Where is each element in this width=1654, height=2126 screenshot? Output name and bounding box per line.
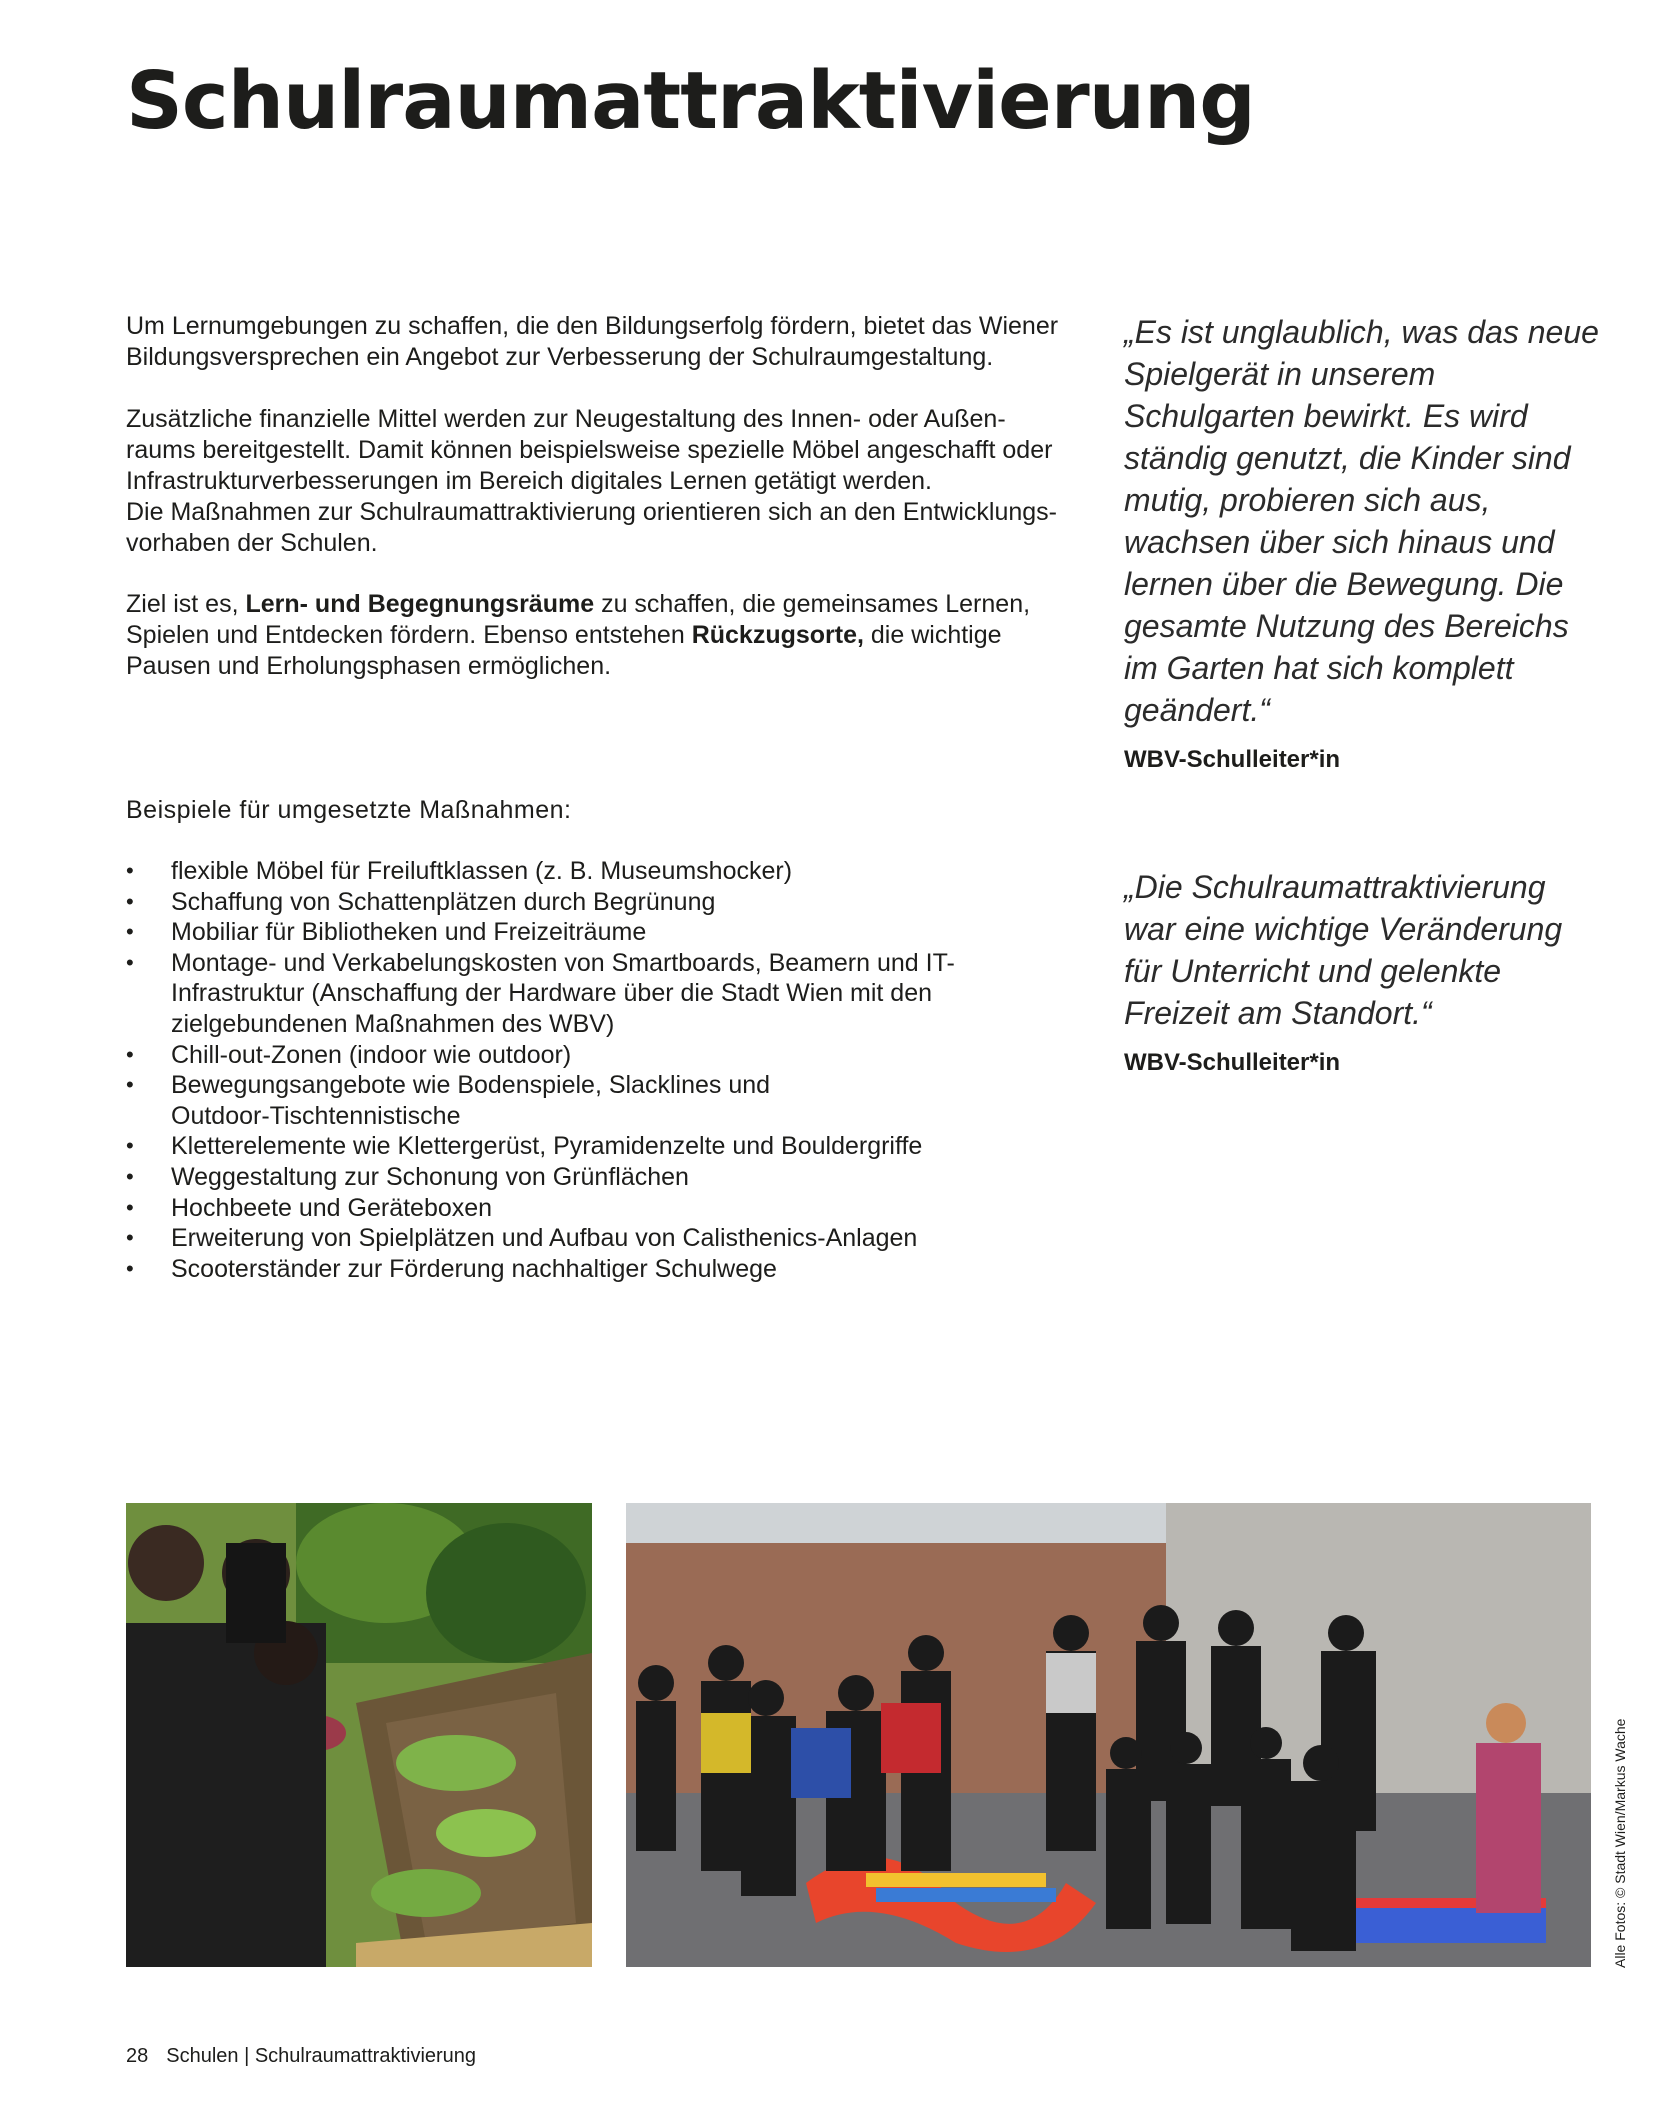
list-item-text: Schaffung von Schattenplätzen durch Begrünung [171,887,716,916]
list-item [126,1131,1086,1162]
photo-credit: Alle Fotos: © Stadt Wien/Markus Wache [1612,1718,1628,1968]
group-photo [626,1503,1591,1967]
list-item-text: Montage- und Verkabelungskosten von Smartboards, Beamern und IT-Infrastruktur (Anschaffung der Hardware über die Stadt Wien mit den zielgebundenen Maßnahmen des WBV) [171,948,955,1038]
intro-paragraph-2 [126,404,1086,559]
examples-heading: Beispiele für umgesetzte Maßnahmen: [126,796,572,824]
footer-section: Schulen | Schulraumattraktivierung [166,2045,477,2067]
bullet-icon: • [126,858,134,883]
intro-text: die wichtige Pausen und Erholungsphasen ermöglichen. [126,621,1002,680]
list-item [126,1254,1086,1285]
intro-paragraph-1: Um Lernumgebungen zu schaffen, die den Bildungserfolg fördern, bietet das Wiener Bildungsversprechen ein Angebot zur Verbesserung der Schulraumgestaltung. [126,312,1059,371]
garden-photo [126,1503,592,1967]
list-item-text: Hochbeete und Geräteboxen [171,1193,493,1222]
list-item [126,1223,1086,1254]
quote-1-author: WBV-Schulleiter*in [1124,746,1341,773]
garden-photo-illustration [126,1503,592,1967]
intro-paragraph-2-line: Die Maßnahmen zur Schulraumattraktivierung orientieren sich an den Entwicklungs- [126,498,1057,526]
list-item-text: Scooterständer zur Förderung nachhaltiger Schulwege [171,1254,777,1283]
list-item [126,1162,1086,1193]
list-item-text: Bewegungsangebote wie Bodenspiele, Slacklines und Outdoor-Tischtennistische [171,1071,771,1130]
list-item [126,856,1086,887]
intro-paragraph-3 [126,589,1086,682]
list-item [126,1070,871,1131]
list-item [126,917,1086,948]
list-item-text: Kletterelemente wie Klettergerüst, Pyramidenzelte und Bouldergriffe [171,1132,923,1161]
list-item-text: Erweiterung von Spielplätzen und Aufbau von Calisthenics-Anlagen [171,1224,918,1253]
bullet-icon: • [126,1225,134,1251]
bullet-icon: • [126,1072,134,1098]
intro-paragraph-2-line: Zusätzliche finanzielle Mittel werden zur Neugestaltung des Innen- oder Außen- [126,405,1006,433]
examples-list [126,856,1086,1284]
bullet-icon: • [126,1255,134,1281]
intro-paragraph-2-line: vorhaben der Schulen. [126,529,378,557]
intro-text: Ziel ist es, [126,590,246,618]
bullet-icon: • [126,1163,134,1189]
bullet-icon: • [126,888,134,914]
quote-2-author: WBV-Schulleiter*in [1124,1049,1341,1076]
intro-bold-text: Lern- und Begegnungsräume [245,590,595,618]
page-title: Schulraumattraktivierung [126,55,1255,147]
list-item [126,887,1086,918]
intro-paragraph-2-line: raums bereitgestellt. Damit können beispielsweise spezielle Möbel angeschafft oder [126,436,1053,464]
list-item [126,948,1041,1040]
bullet-icon: • [126,1133,134,1159]
quote-2: „Die Schulraumattraktivierung war eine wichtige Veränderung für Unterricht und gelenkte Freizeit am Standort.“ [1124,869,1563,1031]
intro-bold-text: Rückzugsorte, [691,621,864,649]
list-item [126,1193,1086,1224]
list-item-text: Mobiliar für Bibliotheken und Freizeiträume [171,918,647,947]
list-item-text: Chill-out-Zonen (indoor wie outdoor) [171,1040,572,1069]
intro-paragraph-2-line: Infrastrukturverbesserungen im Bereich digitales Lernen getätigt werden. [126,467,932,495]
group-photo-illustration [626,1503,1591,1967]
bullet-icon: • [126,1041,134,1067]
page-number: 28 [126,2045,149,2067]
bullet-icon: • [126,919,134,945]
bullet-icon: • [126,1194,134,1220]
intro-text: zu schaffen, die gemeinsames Lernen, Spielen und Entdecken fördern. Ebenso entstehen [126,590,1031,649]
list-item [126,1040,1086,1071]
list-item-text: flexible Möbel für Freiluftklassen (z. B. Museumshocker) [171,857,793,885]
list-item-text: Weggestaltung zur Schonung von Grünflächen [171,1162,689,1191]
quote-1: „Es ist unglaublich, was das neue Spielgerät in unserem Schulgarten bewirkt. Es wird ständig genutzt, die Kinder sind mutig, probieren sich aus, wachsen über sich hinaus und lernen über die Bewegung. Die gesamte Nutzung des Bereichs im Garten hat sich komplett geändert.“ [1124,314,1599,728]
bullet-icon: • [126,949,134,975]
page-footer [126,2045,476,2068]
